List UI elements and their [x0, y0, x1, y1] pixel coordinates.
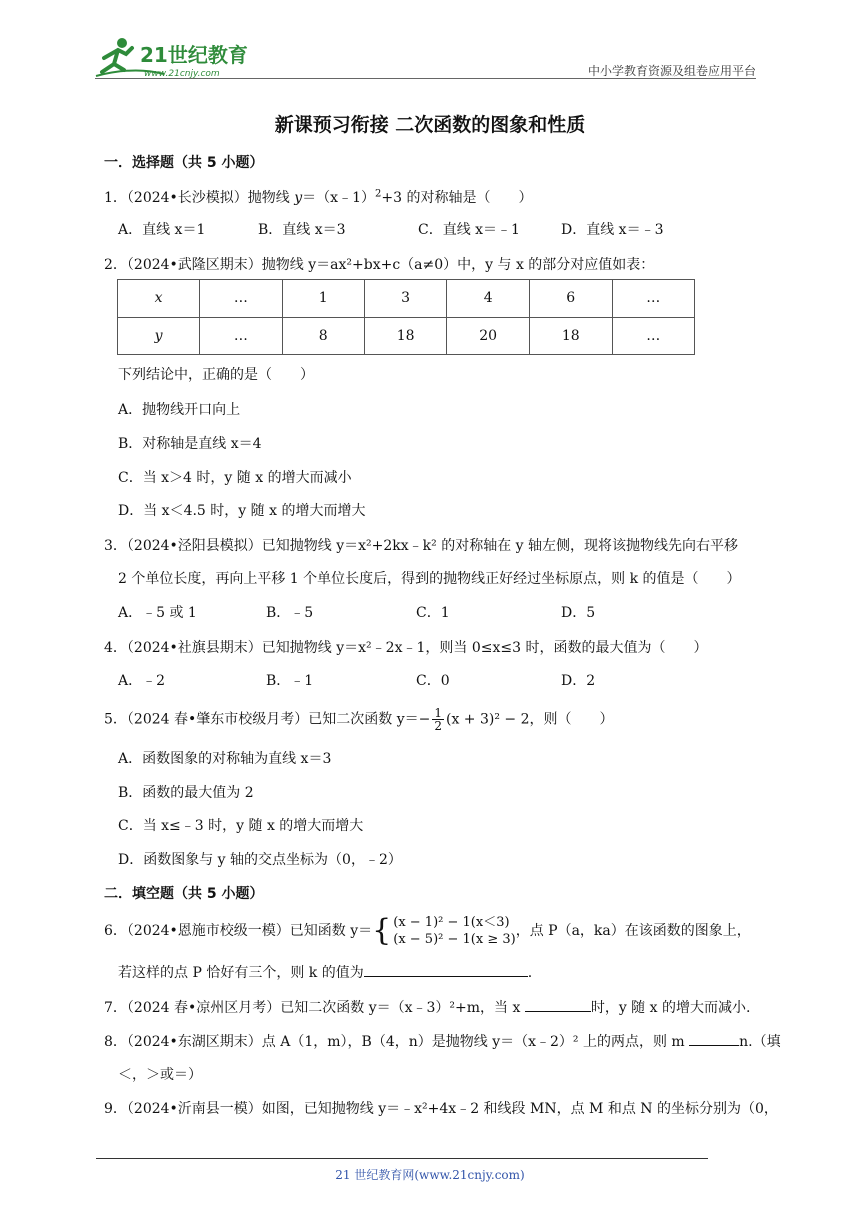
option-c[interactable]: C．0: [416, 673, 450, 689]
table-cell: 20: [447, 317, 530, 355]
option-a[interactable]: A．﹣5 或 1: [118, 605, 197, 621]
table-cell: y: [118, 317, 200, 355]
question-4: 4．（2024•社旗县期末）已知抛物线 y＝x²﹣2x﹣1，则当 0≤x≤3 时，函数的最大值为（ ）: [104, 640, 708, 656]
option-b[interactable]: B．﹣1: [266, 673, 314, 689]
table-cell: 6: [529, 280, 612, 318]
question-6: 6．（2024•恩施市校级一模）已知函数 y＝{ (x − 1)² − 1(x＜3) (x − 5)² − 1(x ≥ 3) ，点 P（a，ka）在该函数的图象上，: [104, 913, 751, 948]
question-3-cont: 2 个单位长度，再向上平移 1 个单位长度后，得到的抛物线正好经过坐标原点，则 k 的值是（ ）: [118, 571, 741, 587]
table-cell: 3: [364, 280, 447, 318]
question-6-cont: 若这样的点 P 恰好有三个，则 k 的值为 .: [118, 965, 533, 981]
option-d[interactable]: D．函数图象与 y 轴的交点坐标为（0，﹣2）: [118, 852, 402, 868]
question-2: 2．（2024•武隆区期末）抛物线 y＝ax²+bx+c（a≠0）中，y 与 x 的部分对应值如表：: [104, 257, 655, 273]
option-b[interactable]: B．函数的最大值为 2: [118, 785, 254, 801]
table-cell: …: [200, 280, 282, 318]
svg-text:www.21cnjy.com: www.21cnjy.com: [144, 69, 220, 79]
question-5: 5．（2024 春•肇东市校级月考）已知二次函数 y＝− $\frac{1}{2}$ (x + 3)² − 2，则（ ）: [104, 706, 614, 733]
site-logo: [94, 36, 264, 80]
option-a[interactable]: A．函数图象的对称轴为直线 x＝3: [118, 751, 332, 767]
platform-label: 中小学教育资源及组卷应用平台: [587, 64, 756, 78]
question-9: 9．（2024•沂南县一模）如图，已知抛物线 y＝﹣x²+4x﹣2 和线段 MN，点 M 和点 N 的坐标分别为（0，: [104, 1101, 778, 1117]
header-divider: [95, 78, 756, 79]
value-table: [117, 279, 695, 355]
answer-blank[interactable]: [525, 999, 591, 1012]
option-a[interactable]: A．直线 x＝1: [118, 222, 206, 238]
option-c[interactable]: C．当 x≤﹣3 时，y 随 x 的增大而增大: [118, 818, 364, 834]
option-d[interactable]: D．当 x＜4.5 时，y 随 x 的增大而增大: [118, 503, 366, 519]
table-row: [118, 280, 695, 318]
option-a[interactable]: A．抛物线开口向上: [118, 402, 241, 418]
option-c[interactable]: C．当 x＞4 时，y 随 x 的增大而减小: [118, 470, 352, 486]
answer-blank[interactable]: [689, 1033, 739, 1046]
piecewise-cases: (x − 1)² − 1(x＜3) (x − 5)² − 1(x ≥ 3): [393, 915, 516, 947]
page-title: 新课预习衔接 二次函数的图象和性质: [274, 114, 586, 136]
svg-text:21世纪教育: 21世纪教育: [140, 43, 248, 67]
question-3: 3．（2024•泾阳县模拟）已知抛物线 y＝x²+2kx﹣k² 的对称轴在 y 轴左侧，现将该抛物线先向右平移: [104, 538, 739, 554]
question-1: 1．（2024•长沙模拟）抛物线 y＝（x﹣1）$^2$+3 的对称轴是（ ）: [104, 188, 533, 206]
footer-divider: [96, 1158, 708, 1159]
question-3-options: [118, 602, 595, 622]
question-2-prompt: 下列结论中，正确的是（ ）: [118, 367, 314, 383]
option-b[interactable]: B．对称轴是直线 x＝4: [118, 436, 262, 452]
table-cell: 1: [282, 280, 364, 318]
question-8-cont: ＜，＞或＝）: [118, 1067, 202, 1083]
table-cell: 4: [447, 280, 530, 318]
section-heading-fill: 二．填空题（共 5 小题）: [104, 886, 264, 902]
table-cell: 8: [282, 317, 364, 355]
question-1-options: [118, 219, 663, 239]
table-cell: 18: [364, 317, 447, 355]
table-cell: …: [612, 280, 694, 318]
runner-logo-icon: [94, 36, 264, 80]
option-b[interactable]: B．﹣5: [266, 605, 314, 621]
option-d[interactable]: D．5: [561, 605, 596, 621]
option-a[interactable]: A．﹣2: [118, 673, 166, 689]
table-cell: 18: [529, 317, 612, 355]
option-b[interactable]: B．直线 x＝3: [258, 222, 346, 238]
fraction: $\frac{1}{2}$: [434, 706, 442, 733]
question-8: 8．（2024•东湖区期末）点 A（1，m），B（4，n）是抛物线 y＝（x﹣2）² 上的两点，则 m n.（填: [104, 1034, 781, 1050]
table-row: [118, 317, 695, 355]
option-c[interactable]: C．1: [416, 605, 450, 621]
table-cell: …: [612, 317, 694, 355]
question-4-options: [118, 670, 595, 690]
question-7: 7．（2024 春•凉州区月考）已知二次函数 y＝（x﹣3）²+m，当 x 时，y 随 x 的增大而减小.: [104, 1000, 751, 1016]
option-d[interactable]: D．直线 x＝﹣3: [561, 222, 664, 238]
section-heading-choice: 一．选择题（共 5 小题）: [104, 155, 264, 171]
brace-icon: {: [372, 913, 392, 948]
footer-link[interactable]: 21 世纪教育网(www.21cnjy.com): [335, 1168, 525, 1182]
option-c[interactable]: C．直线 x＝﹣1: [418, 222, 520, 238]
option-d[interactable]: D．2: [561, 673, 596, 689]
table-cell: x: [118, 280, 200, 318]
table-cell: …: [200, 317, 282, 355]
answer-blank[interactable]: [364, 964, 528, 977]
